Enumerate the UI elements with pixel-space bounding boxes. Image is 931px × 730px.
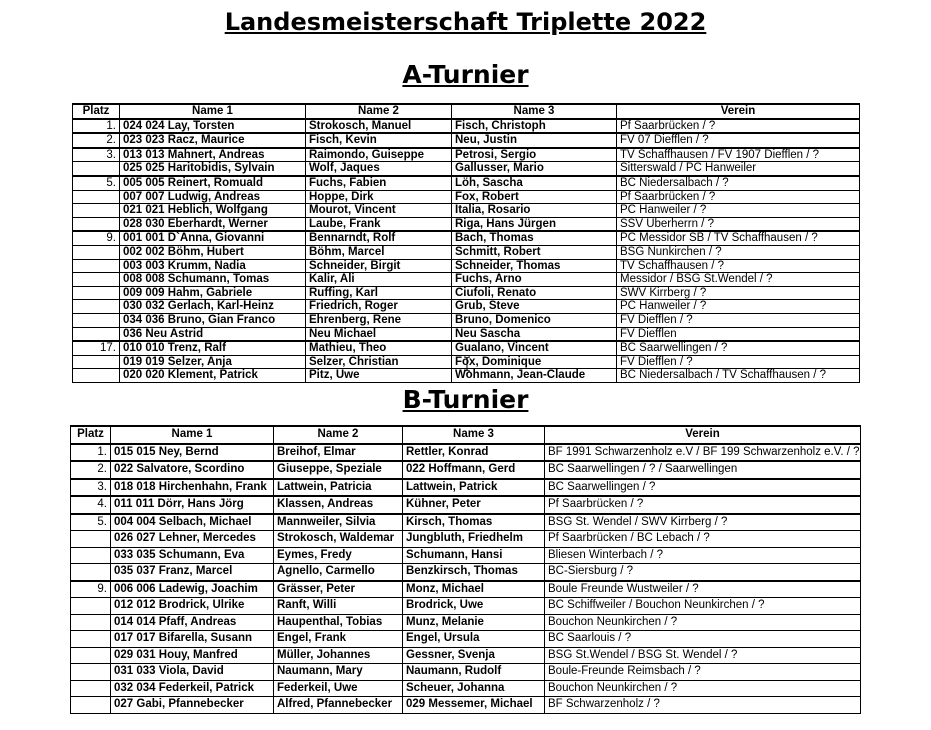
- name-2-cell: Bennarndt, Rolf: [306, 231, 452, 245]
- name-2-cell: Friedrich, Roger: [306, 300, 452, 314]
- name-1-cell: 033 035 Schumann, Eva: [111, 547, 274, 564]
- name-2-cell: Ranft, Willi: [274, 598, 403, 615]
- name-1-cell: 018 018 Hirchenhahn, Frank: [111, 479, 274, 497]
- column-header-name-3: Name 3: [452, 104, 617, 119]
- name-3-cell: Gallusser, Mario: [452, 162, 617, 176]
- name-2-cell: Raimondo, Guiseppe: [306, 148, 452, 162]
- name-2-cell: Kalir, Ali: [306, 273, 452, 287]
- name-3-cell: Lattwein, Patrick: [403, 479, 545, 497]
- platz-cell: [71, 614, 111, 631]
- name-1-cell: 017 017 Bifarella, Susann: [111, 631, 274, 648]
- table-row: [71, 479, 861, 497]
- name-1-cell: 019 019 Selzer, Anja: [120, 355, 306, 369]
- name-1-cell: 006 006 Ladewig, Joachim: [111, 581, 274, 598]
- table-row: [71, 614, 861, 631]
- name-1-cell: 004 004 Selbach, Michael: [111, 514, 274, 531]
- verein-cell: BC Saarlouis / ?: [545, 631, 861, 648]
- table-row: [73, 119, 860, 134]
- column-header-name-2: Name 2: [306, 104, 452, 119]
- platz-cell: 9.: [73, 231, 120, 245]
- name-1-cell: 030 032 Gerlach, Karl-Heinz: [120, 300, 306, 314]
- table-row: [73, 190, 860, 204]
- name-3-cell: Scheuer, Johanna: [403, 680, 545, 697]
- verein-cell: BC Schiffweiler / Bouchon Neunkirchen / ?: [545, 598, 861, 615]
- verein-cell: Bouchon Neunkirchen / ?: [545, 680, 861, 697]
- name-1-cell: 009 009 Hahm, Gabriele: [120, 286, 306, 300]
- name-3-cell: Fox, Robert: [452, 190, 617, 204]
- b-turnier-body: [71, 444, 861, 714]
- name-3-cell: Engel, Ursula: [403, 631, 545, 648]
- table-row: [71, 514, 861, 531]
- platz-cell: 3.: [73, 148, 120, 162]
- name-3-cell: Bach, Thomas: [452, 231, 617, 245]
- table-row: [73, 300, 860, 314]
- name-1-cell: 021 021 Heblich, Wolfgang: [120, 204, 306, 218]
- verein-cell: Messidor / BSG St.Wendel / ?: [617, 273, 860, 287]
- verein-cell: FV Diefflen / ?: [617, 313, 860, 327]
- name-3-cell: Riga, Hans Jürgen: [452, 217, 617, 231]
- verein-cell: SWV Kirrberg / ?: [617, 286, 860, 300]
- platz-cell: [73, 162, 120, 176]
- column-header-verein: Verein: [545, 426, 861, 444]
- name-2-cell: Strokosch, Waldemar: [274, 531, 403, 548]
- name-1-cell: 031 033 Viola, David: [111, 664, 274, 681]
- name-2-cell: Fuchs, Fabien: [306, 176, 452, 190]
- platz-cell: [73, 313, 120, 327]
- name-1-cell: 002 002 Böhm, Hubert: [120, 245, 306, 259]
- verein-cell: PC Hanweiler / ?: [617, 300, 860, 314]
- name-1-cell: 034 036 Bruno, Gian Franco: [120, 313, 306, 327]
- name-2-cell: Laube, Frank: [306, 217, 452, 231]
- name-2-cell: Breihof, Elmar: [274, 444, 403, 462]
- name-3-cell: Wohmann, Jean-Claude: [452, 369, 617, 383]
- name-2-cell: Pitz, Uwe: [306, 369, 452, 383]
- platz-cell: 5.: [73, 176, 120, 190]
- name-1-cell: 020 020 Klement, Patrick: [120, 369, 306, 383]
- name-1-cell: 026 027 Lehner, Mercedes: [111, 531, 274, 548]
- verein-cell: Bouchon Neunkirchen / ?: [545, 614, 861, 631]
- verein-cell: BC-Siersburg / ?: [545, 564, 861, 581]
- a-turnier-heading: A-Turnier: [402, 60, 529, 89]
- table-row: [73, 204, 860, 218]
- name-3-cell: Munz, Melanie: [403, 614, 545, 631]
- table-row: [73, 259, 860, 273]
- name-2-cell: Müller, Johannes: [274, 647, 403, 664]
- verein-cell: BSG St. Wendel / SWV Kirrberg / ?: [545, 514, 861, 531]
- name-2-cell: Wolf, Jaques: [306, 162, 452, 176]
- verein-cell: PC Hanweiler / ?: [617, 204, 860, 218]
- name-3-cell: Rettler, Konrad: [403, 444, 545, 462]
- table-row: [73, 286, 860, 300]
- table-row: [71, 631, 861, 648]
- name-3-cell: Jungbluth, Friedhelm: [403, 531, 545, 548]
- verein-cell: BC Niedersalbach / ?: [617, 176, 860, 190]
- platz-cell: [71, 531, 111, 548]
- a-turnier-body: [73, 119, 860, 383]
- table-row: [71, 496, 861, 514]
- name-3-cell: Neu Sascha: [452, 327, 617, 341]
- verein-cell: Boule Freunde Wustweiler / ?: [545, 581, 861, 598]
- name-2-cell: Selzer, Christian: [306, 355, 452, 369]
- text-cursor-icon: [462, 356, 472, 372]
- name-3-cell: Schumann, Hansi: [403, 547, 545, 564]
- name-2-cell: Lattwein, Patricia: [274, 479, 403, 497]
- name-3-cell: Grub, Steve: [452, 300, 617, 314]
- table-row: [73, 273, 860, 287]
- name-3-cell: Schneider, Thomas: [452, 259, 617, 273]
- verein-cell: Bliesen Winterbach / ?: [545, 547, 861, 564]
- name-3-cell: Schmitt, Robert: [452, 245, 617, 259]
- name-2-cell: Federkeil, Uwe: [274, 680, 403, 697]
- platz-cell: [73, 286, 120, 300]
- table-row: [73, 231, 860, 245]
- name-2-cell: Strokosch, Manuel: [306, 119, 452, 134]
- name-3-cell: Neu, Justin: [452, 133, 617, 148]
- name-1-cell: 022 Salvatore, Scordino: [111, 461, 274, 479]
- name-3-cell: Brodrick, Uwe: [403, 598, 545, 615]
- name-3-cell: Ciufoli, Renato: [452, 286, 617, 300]
- name-3-cell: Löh, Sascha: [452, 176, 617, 190]
- platz-cell: [73, 190, 120, 204]
- verein-cell: TV Schaffhausen / FV 1907 Diefflen / ?: [617, 148, 860, 162]
- verein-cell: Boule-Freunde Reimsbach / ?: [545, 664, 861, 681]
- table-row: [73, 133, 860, 148]
- verein-cell: FV 07 Diefflen / ?: [617, 133, 860, 148]
- name-1-cell: 027 Gabi, Pfannebecker: [111, 697, 274, 714]
- table-row: [73, 245, 860, 259]
- platz-cell: 17.: [73, 341, 120, 355]
- verein-cell: Pf Saarbrücken / ?: [617, 119, 860, 134]
- name-1-cell: 011 011 Dörr, Hans Jörg: [111, 496, 274, 514]
- name-1-cell: 015 015 Ney, Bernd: [111, 444, 274, 462]
- column-header-name-1: Name 1: [111, 426, 274, 444]
- verein-cell: Pf Saarbrücken / ?: [617, 190, 860, 204]
- verein-cell: Pf Saarbrücken / ?: [545, 496, 861, 514]
- name-1-cell: 029 031 Houy, Manfred: [111, 647, 274, 664]
- platz-cell: 2.: [73, 133, 120, 148]
- platz-cell: [73, 245, 120, 259]
- table-row: [73, 162, 860, 176]
- verein-cell: PC Messidor SB / TV Schaffhausen / ?: [617, 231, 860, 245]
- platz-cell: [73, 273, 120, 287]
- name-3-cell: Kühner, Peter: [403, 496, 545, 514]
- name-1-cell: 035 037 Franz, Marcel: [111, 564, 274, 581]
- platz-cell: [73, 204, 120, 218]
- name-2-cell: Klassen, Andreas: [274, 496, 403, 514]
- name-3-cell: Gessner, Svenja: [403, 647, 545, 664]
- name-2-cell: Agnello, Carmello: [274, 564, 403, 581]
- name-1-cell: 008 008 Schumann, Tomas: [120, 273, 306, 287]
- verein-cell: FV Diefflen / ?: [617, 355, 860, 369]
- name-1-cell: 001 001 D`Anna, Giovanni: [120, 231, 306, 245]
- name-3-cell: Naumann, Rudolf: [403, 664, 545, 681]
- table-row: [71, 444, 861, 462]
- name-2-cell: Grässer, Peter: [274, 581, 403, 598]
- column-header-name-3: Name 3: [403, 426, 545, 444]
- platz-cell: 5.: [71, 514, 111, 531]
- platz-cell: [71, 631, 111, 648]
- verein-cell: BSG Nunkirchen / ?: [617, 245, 860, 259]
- name-3-cell: Italia, Rosario: [452, 204, 617, 218]
- name-3-cell: Kirsch, Thomas: [403, 514, 545, 531]
- name-1-cell: 010 010 Trenz, Ralf: [120, 341, 306, 355]
- verein-cell: BC Saarwellingen / ?: [617, 341, 860, 355]
- verein-cell: TV Schaffhausen / ?: [617, 259, 860, 273]
- name-1-cell: 007 007 Ludwig, Andreas: [120, 190, 306, 204]
- name-1-cell: 014 014 Pfaff, Andreas: [111, 614, 274, 631]
- platz-cell: [73, 355, 120, 369]
- platz-cell: [71, 564, 111, 581]
- name-1-cell: 023 023 Racz, Maurice: [120, 133, 306, 148]
- platz-cell: 4.: [71, 496, 111, 514]
- verein-cell: BC Niedersalbach / TV Schaffhausen / ?: [617, 369, 860, 383]
- column-header-name-1: Name 1: [120, 104, 306, 119]
- name-3-cell: Petrosi, Sergio: [452, 148, 617, 162]
- platz-cell: 1.: [71, 444, 111, 462]
- name-2-cell: Ruffing, Karl: [306, 286, 452, 300]
- verein-cell: Sitterswald / PC Hanweiler: [617, 162, 860, 176]
- name-3-cell: Bruno, Domenico: [452, 313, 617, 327]
- b-turnier-table: [70, 425, 861, 714]
- table-row: [71, 697, 861, 714]
- name-2-cell: Böhm, Marcel: [306, 245, 452, 259]
- platz-cell: [73, 259, 120, 273]
- verein-cell: FV Diefflen: [617, 327, 860, 341]
- table-row: [71, 547, 861, 564]
- platz-cell: [71, 647, 111, 664]
- column-header-platz: Platz: [73, 104, 120, 119]
- table-row: [73, 341, 860, 355]
- platz-cell: 1.: [73, 119, 120, 134]
- name-2-cell: Schneider, Birgit: [306, 259, 452, 273]
- verein-cell: BF 1991 Schwarzenholz e.V / BF 199 Schwarzenholz e.V. / ?: [545, 444, 861, 462]
- name-3-cell: Fuchs, Arno: [452, 273, 617, 287]
- name-1-cell: 012 012 Brodrick, Ulrike: [111, 598, 274, 615]
- name-1-cell: 028 030 Eberhardt, Werner: [120, 217, 306, 231]
- table-row: [73, 327, 860, 341]
- name-3-cell: Fox, Dominique: [452, 355, 617, 369]
- name-2-cell: Eymes, Fredy: [274, 547, 403, 564]
- name-1-cell: 003 003 Krumm, Nadia: [120, 259, 306, 273]
- name-1-cell: 024 024 Lay, Torsten: [120, 119, 306, 134]
- name-2-cell: Haupenthal, Tobias: [274, 614, 403, 631]
- platz-cell: [73, 300, 120, 314]
- table-row: [71, 664, 861, 681]
- verein-cell: BF Schwarzenholz / ?: [545, 697, 861, 714]
- name-2-cell: Fisch, Kevin: [306, 133, 452, 148]
- platz-cell: 9.: [71, 581, 111, 598]
- name-3-cell: Gualano, Vincent: [452, 341, 617, 355]
- name-2-cell: Naumann, Mary: [274, 664, 403, 681]
- verein-cell: SSV Überherrn / ?: [617, 217, 860, 231]
- document-title: Landesmeisterschaft Triplette 2022: [224, 8, 707, 36]
- column-header-verein: Verein: [617, 104, 860, 119]
- table-row: [71, 531, 861, 548]
- name-1-cell: 013 013 Mahnert, Andreas: [120, 148, 306, 162]
- platz-cell: [71, 697, 111, 714]
- name-1-cell: 025 025 Haritobidis, Sylvain: [120, 162, 306, 176]
- verein-cell: BC Saarwellingen / ? / Saarwellingen: [545, 461, 861, 479]
- verein-cell: BC Saarwellingen / ?: [545, 479, 861, 497]
- table-row: [71, 564, 861, 581]
- verein-cell: BSG St.Wendel / BSG St. Wendel / ?: [545, 647, 861, 664]
- name-2-cell: Ehrenberg, Rene: [306, 313, 452, 327]
- table-row: [71, 647, 861, 664]
- table-header-row: [73, 104, 860, 119]
- table-row: [73, 148, 860, 162]
- platz-cell: 3.: [71, 479, 111, 497]
- name-1-cell: 032 034 Federkeil, Patrick: [111, 680, 274, 697]
- name-3-cell: 029 Messemer, Michael: [403, 697, 545, 714]
- platz-cell: [71, 547, 111, 564]
- name-2-cell: Mourot, Vincent: [306, 204, 452, 218]
- platz-cell: [71, 598, 111, 615]
- platz-cell: [71, 664, 111, 681]
- name-3-cell: Fisch, Christoph: [452, 119, 617, 134]
- name-3-cell: Monz, Michael: [403, 581, 545, 598]
- name-2-cell: Mannweiler, Silvia: [274, 514, 403, 531]
- table-row: [73, 313, 860, 327]
- table-row: [71, 581, 861, 598]
- column-header-name-2: Name 2: [274, 426, 403, 444]
- table-row: [73, 217, 860, 231]
- name-3-cell: Benzkirsch, Thomas: [403, 564, 545, 581]
- platz-cell: [71, 680, 111, 697]
- table-row: [71, 598, 861, 615]
- name-2-cell: Mathieu, Theo: [306, 341, 452, 355]
- name-1-cell: 036 Neu Astrid: [120, 327, 306, 341]
- table-row: [71, 680, 861, 697]
- platz-cell: 2.: [71, 461, 111, 479]
- platz-cell: [73, 369, 120, 383]
- table-row: [71, 461, 861, 479]
- table-row: [73, 176, 860, 190]
- name-1-cell: 005 005 Reinert, Romuald: [120, 176, 306, 190]
- b-turnier-heading: B-Turnier: [402, 385, 529, 414]
- name-2-cell: Hoppe, Dirk: [306, 190, 452, 204]
- table-header-row: [71, 426, 861, 444]
- name-2-cell: Giuseppe, Speziale: [274, 461, 403, 479]
- platz-cell: [73, 327, 120, 341]
- name-2-cell: Engel, Frank: [274, 631, 403, 648]
- name-3-cell: 022 Hoffmann, Gerd: [403, 461, 545, 479]
- platz-cell: [73, 217, 120, 231]
- verein-cell: Pf Saarbrücken / BC Lebach / ?: [545, 531, 861, 548]
- a-turnier-table: [72, 103, 860, 383]
- name-2-cell: Neu Michael: [306, 327, 452, 341]
- column-header-platz: Platz: [71, 426, 111, 444]
- name-2-cell: Alfred, Pfannebecker: [274, 697, 403, 714]
